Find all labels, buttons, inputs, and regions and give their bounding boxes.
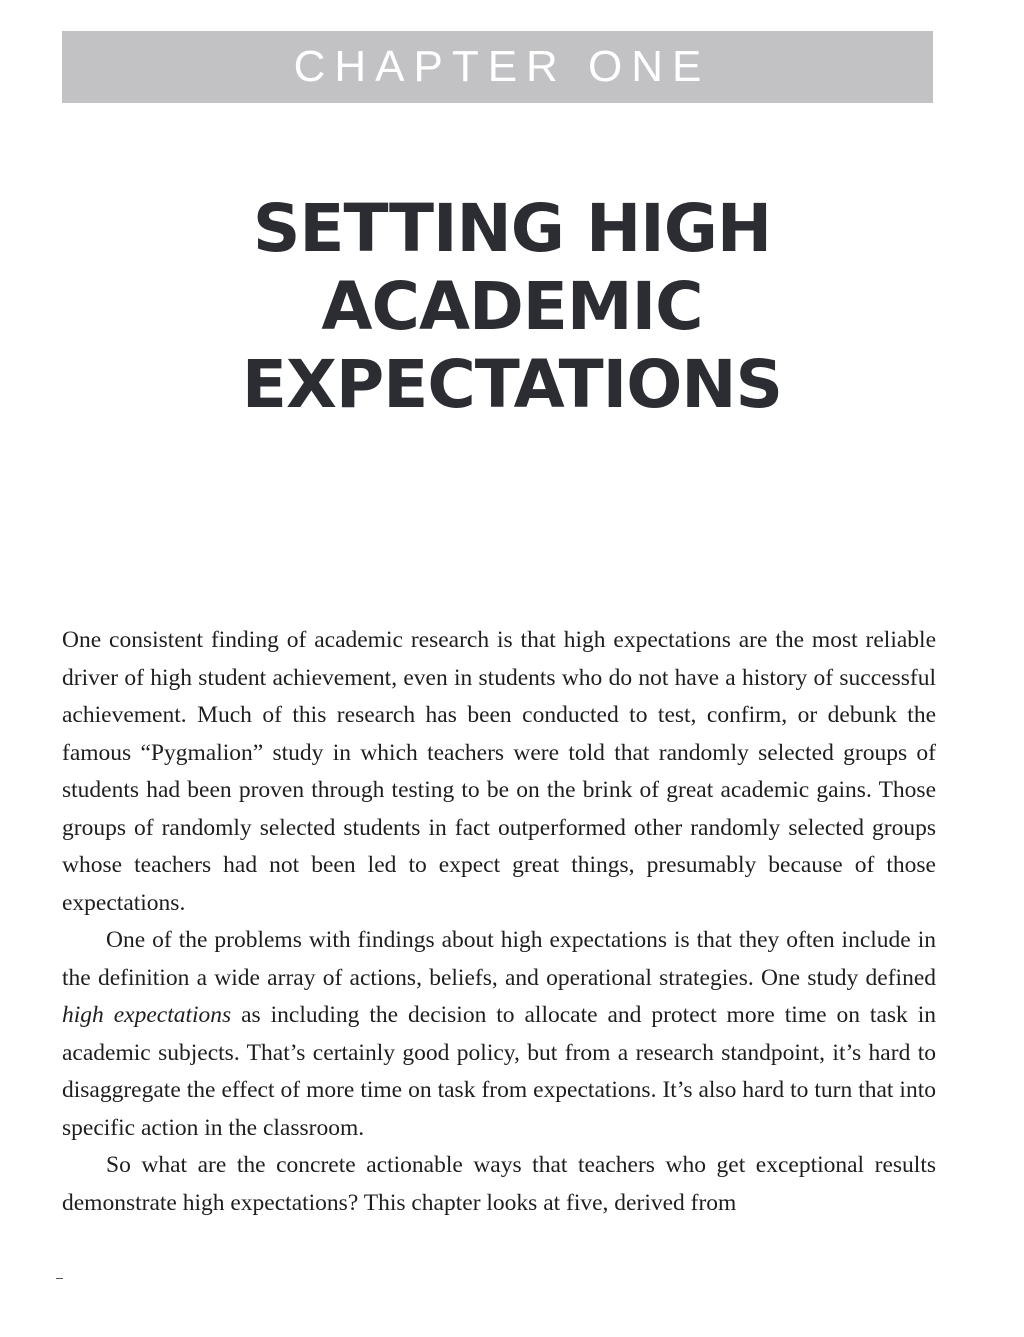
chapter-title (0, 190, 1024, 424)
chapter-title-line-1: SETTING HIGH (252, 190, 772, 267)
paragraph-3: So what are the concrete actionable ways that teachers who get exceptional results demonstrate high expectations? This chapter looks at five, derived from (62, 1152, 936, 1216)
paragraph-2-text-before: One of the problems with findings about high expectations is that they often include in the definition a wide array of actions, beliefs, and operational strategies. One study defined (62, 927, 936, 991)
page-edge-mark (56, 1278, 63, 1279)
body-text (62, 622, 936, 1222)
paragraph-2-text-after: as including the decision to allocate and protect more time on task in academic subjects. That’s certainly good policy, but from a research standpoint, it’s hard to disaggregate the effect of more time on task from expectations. It’s also hard to turn that into specific action in the classroom. (62, 1002, 936, 1141)
chapter-banner (62, 31, 933, 103)
chapter-label: CHAPTER ONE (293, 42, 711, 91)
paragraph-2 (62, 922, 936, 1147)
paragraph-2-emphasis: high expectations (62, 1002, 232, 1028)
paragraph-1: One consistent finding of academic research is that high expectations are the most reliable driver of high student achievement, even in students who do not have a history of successful achievement. Much of this research has been conducted to test, confirm, or debunk the famous “Pygmalion” study in which teachers were told that randomly selected groups of students had been proven through testing to be on the brink of great academic gains. Those groups of randomly selected students in fact outperformed other randomly selected groups whose teachers had not been led to expect great things, presumably because of those expectations. (62, 627, 936, 916)
chapter-title-line-3: EXPECTATIONS (241, 346, 783, 423)
chapter-title-line-2: ACADEMIC (321, 268, 703, 345)
